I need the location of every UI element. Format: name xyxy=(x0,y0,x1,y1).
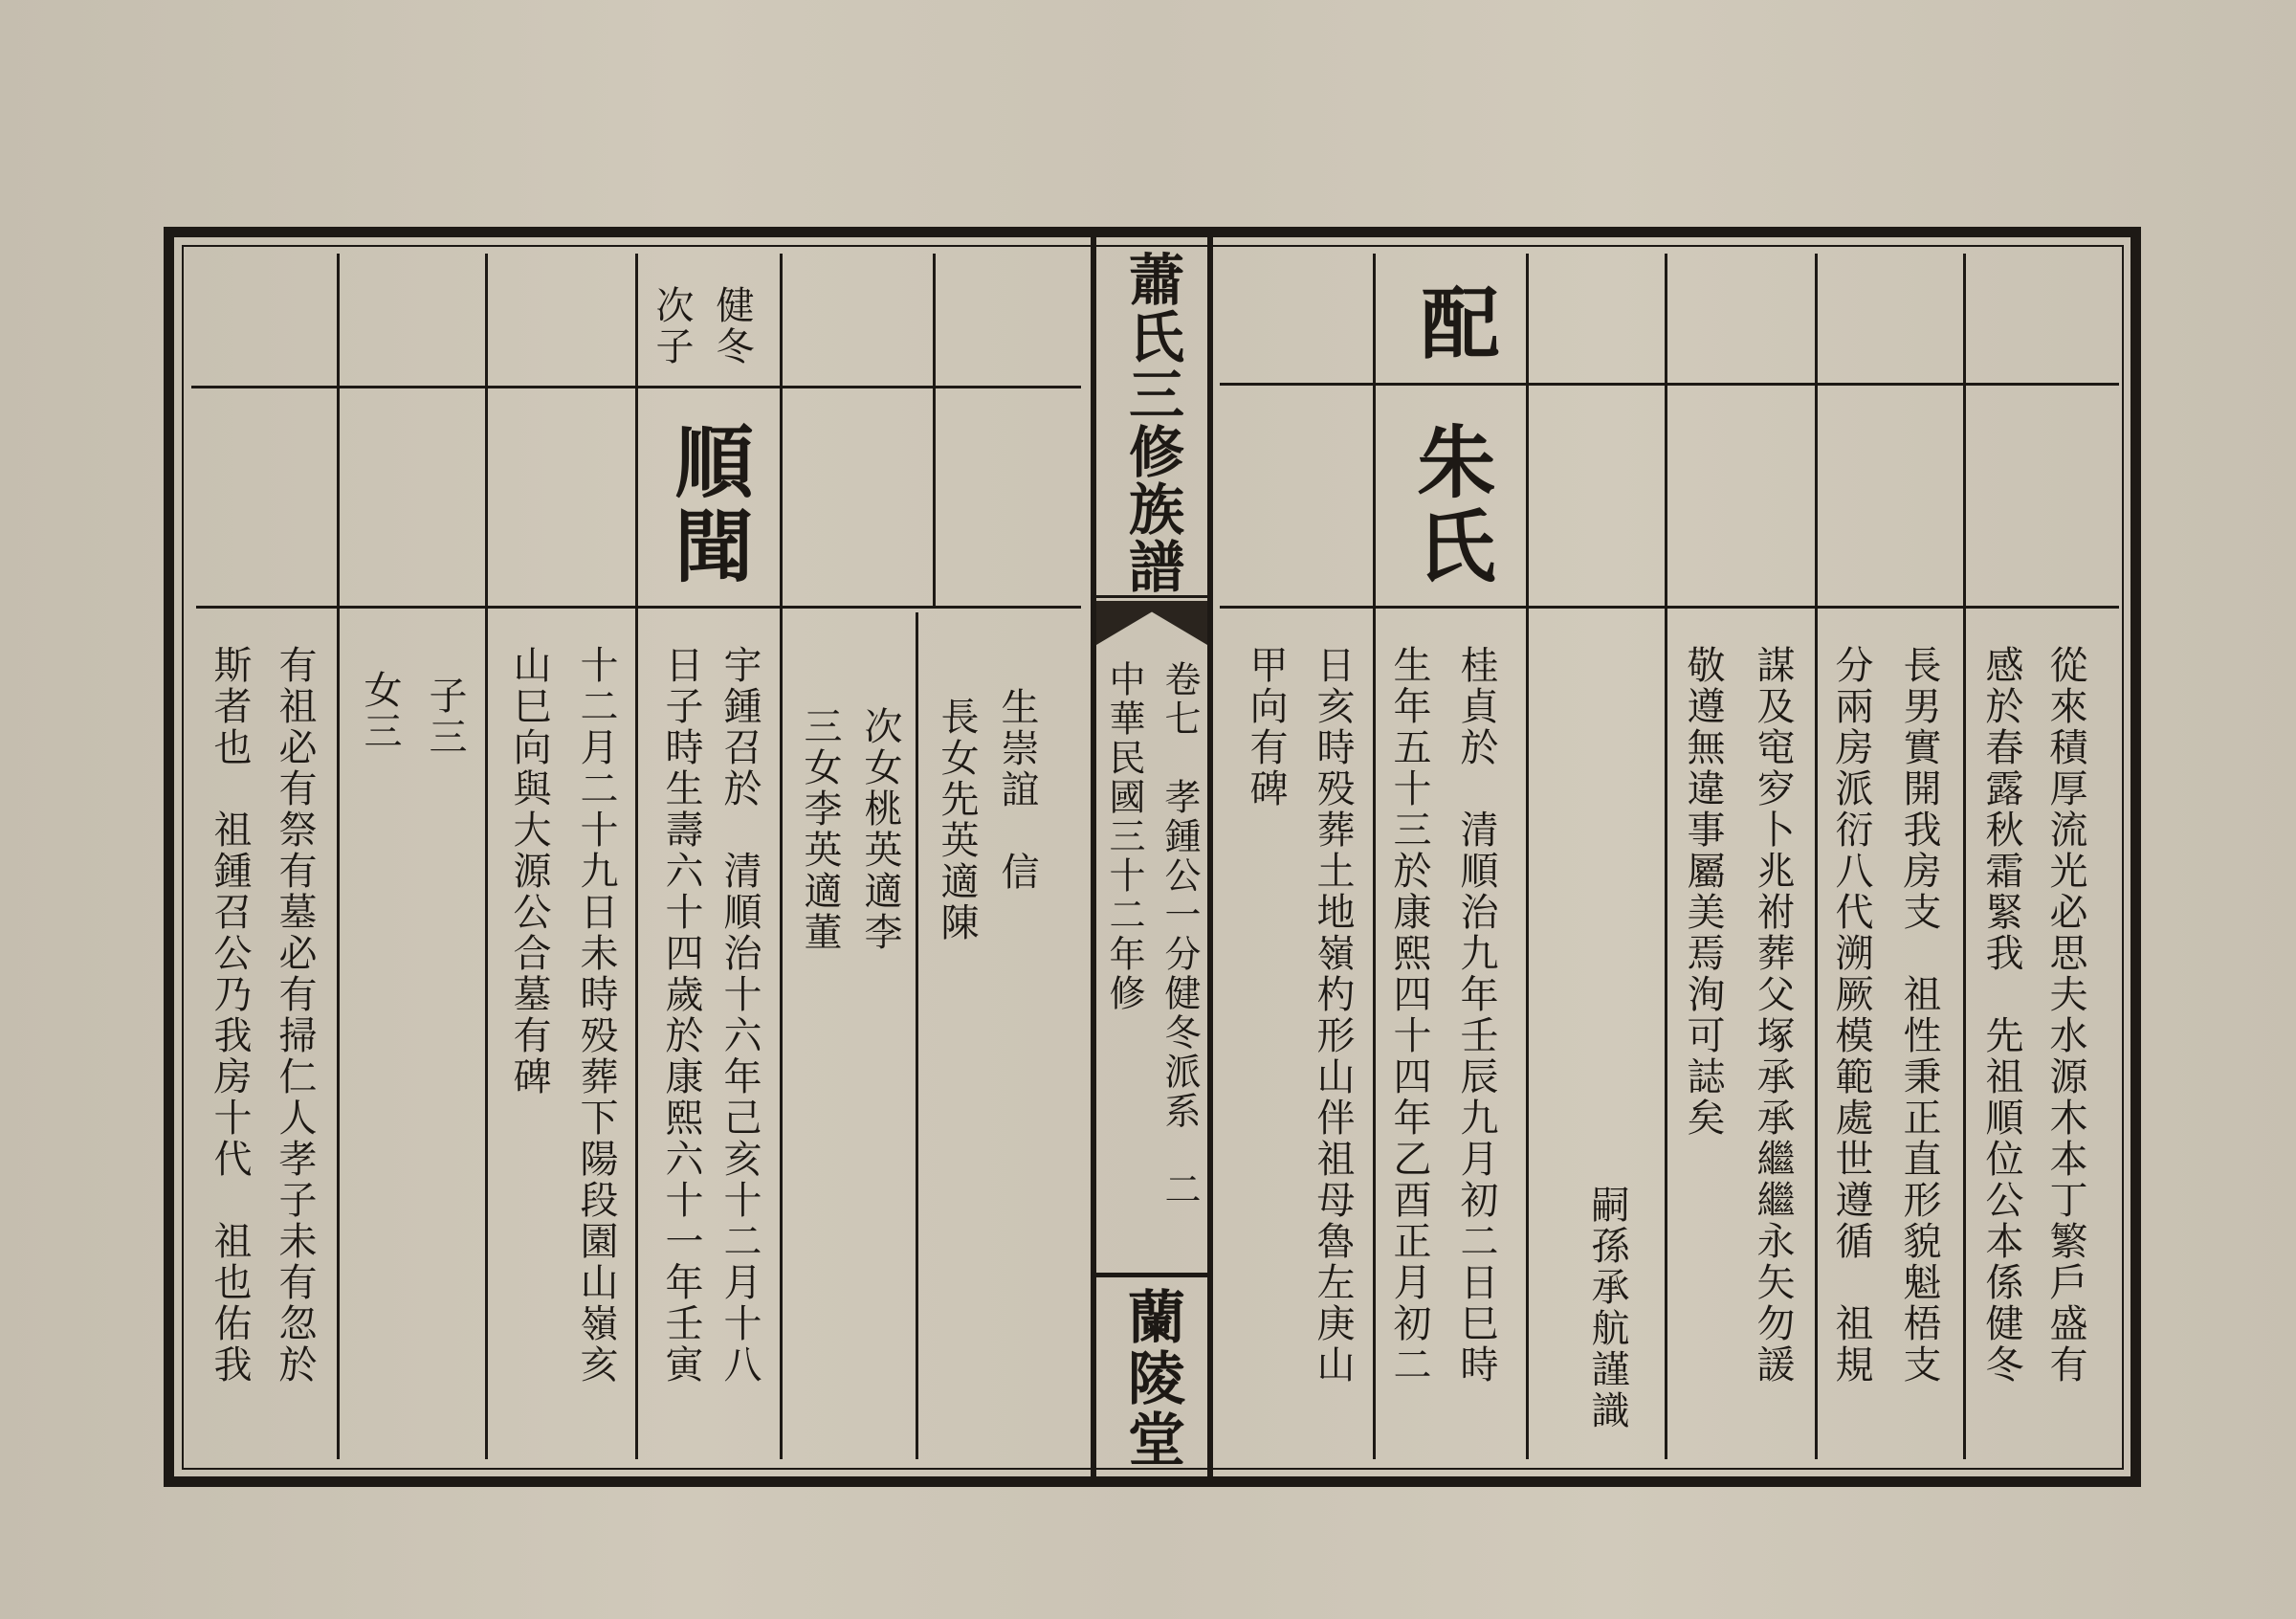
text-column: 甲向有碑 xyxy=(1244,645,1288,810)
hall-rule xyxy=(1096,1273,1207,1277)
text-column: 長男實開我房支 祖性秉正直形貌魁梧支 xyxy=(1897,645,1941,1386)
text-column: 桂貞於 清順治九年壬辰九月初二日巳時 xyxy=(1454,645,1498,1386)
text-column: 生年五十三於康熙四十四年乙酉正月初二 xyxy=(1387,645,1431,1386)
signature-column: 嗣孫承航謹識 xyxy=(1585,1185,1629,1431)
text-column: 有祖必有祭有墓必有掃仁人孝子未有忽於 xyxy=(273,645,317,1386)
column-divider xyxy=(916,612,918,1459)
column-divider xyxy=(780,254,783,1459)
text-column: 三女李英適董 xyxy=(798,706,842,953)
text-column: 感於春露秋霜緊我 先祖順位公本係健冬 xyxy=(1979,645,2023,1386)
text-column: 十二月二十九日未時殁葬下陽段園山嶺亥 xyxy=(574,645,618,1386)
spouse-label: 配 xyxy=(1408,282,1500,366)
right-body-rule xyxy=(1220,606,2119,609)
column-divider xyxy=(1665,254,1667,1459)
text-column: 子三 xyxy=(423,676,467,758)
spouse-name: 朱氏 xyxy=(1404,421,1496,589)
text-column: 日亥時殁葬土地嶺杓形山伴祖母魯左庚山 xyxy=(1311,645,1355,1386)
column-divider xyxy=(1963,254,1966,1459)
header-rank: 次子 xyxy=(650,285,694,367)
text-column: 日子時生壽六十四歲於康熙六十一年壬寅 xyxy=(659,645,703,1386)
column-divider xyxy=(933,254,936,608)
person-name: 順聞 xyxy=(662,421,754,589)
column-divider xyxy=(1373,254,1376,1459)
text-column: 長女先英適陳 xyxy=(935,697,979,943)
column-divider xyxy=(1815,254,1818,1459)
right-header-rule xyxy=(1220,383,2119,386)
text-column: 次女桃英適李 xyxy=(858,706,902,953)
header-rank-name: 健冬 xyxy=(710,285,754,367)
date-line: 中華民國三十二年修 xyxy=(1103,660,1145,1013)
text-column: 敬遵無違事屬美焉洵可誌矣 xyxy=(1681,645,1725,1139)
text-column: 女三 xyxy=(358,670,402,752)
text-column: 生崇誼 信 xyxy=(995,687,1039,893)
column-divider xyxy=(635,254,638,1459)
column-divider xyxy=(1526,254,1529,1459)
text-column: 宇鍾召於 清順治十六年己亥十二月十八 xyxy=(718,645,762,1386)
title-rule xyxy=(1096,595,1207,598)
text-column: 謀及窀穸卜兆祔葬父塚承承繼繼永矢勿諼 xyxy=(1751,645,1795,1386)
text-column: 從來積厚流光必思夫水源木本丁繁戶盛有 xyxy=(2043,645,2087,1386)
left-body-rule xyxy=(196,606,1081,609)
hall-name: 蘭陵堂 xyxy=(1118,1287,1185,1471)
text-column: 分兩房派衍八代溯厥模範處世遵循 祖規 xyxy=(1829,645,1873,1386)
text-column: 山巳向與大源公合墓有碑 xyxy=(507,645,551,1098)
column-divider xyxy=(485,254,488,1459)
text-column: 斯者也 祖鍾召公乃我房十代 祖也佑我 xyxy=(208,645,252,1386)
column-divider xyxy=(337,254,340,1459)
volume-line: 卷七 孝鍾公一分健冬派系 二 xyxy=(1159,660,1201,1209)
genealogy-title: 蕭氏三修族譜 xyxy=(1119,251,1184,595)
